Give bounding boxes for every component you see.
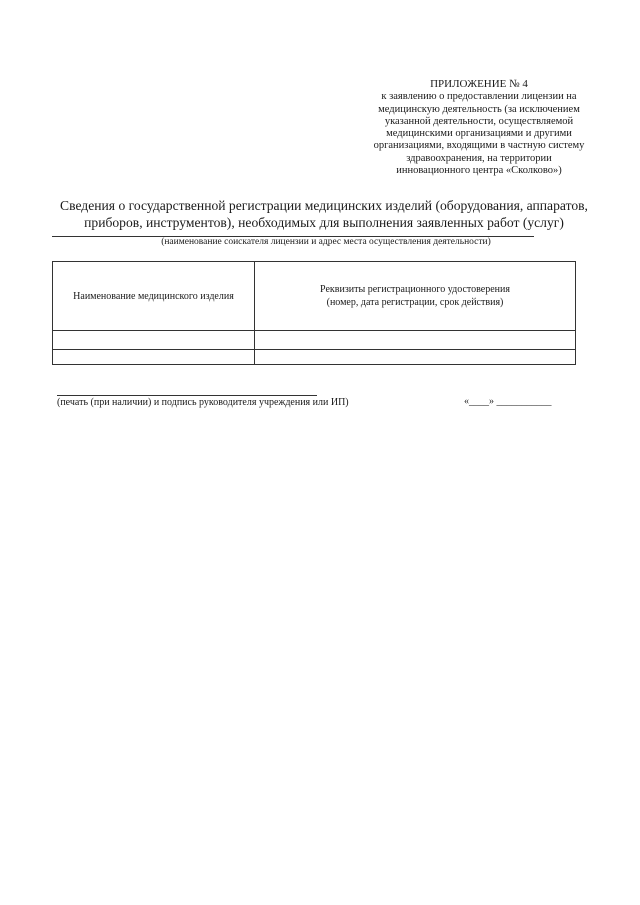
appendix-line: медицинскими организациями и другими: [386, 128, 572, 140]
table-cell-registration-details[interactable]: [255, 350, 576, 365]
signature-caption: (печать (при наличии) и подпись руководителя учреждения или ИП): [57, 397, 349, 408]
appendix-line: указанной деятельности, осуществляемой: [384, 115, 574, 127]
appendix-line: здравоохранения, на территории: [406, 152, 552, 164]
column-header-device-name-text: Наименование медицинского изделия: [73, 290, 234, 302]
column-header-registration-details: [255, 262, 576, 331]
column-header-registration-line1: Реквизиты регистрационного удостоверения: [320, 284, 510, 295]
appendix-block: [360, 78, 598, 177]
table-header-row: [53, 262, 576, 331]
appendix-line: организациями, входящими в частную систему: [373, 140, 585, 152]
table-row: [53, 331, 576, 350]
title-line-1: Сведения о государственной регистрации медицинских изделий (оборудования, аппаратов,: [60, 198, 588, 213]
table-cell-registration-details[interactable]: [255, 331, 576, 350]
title-line-2: приборов, инструментов), необходимых для выполнения заявленных работ (услуг): [84, 215, 564, 230]
column-header-registration-line2: (номер, дата регистрации, срок действия): [326, 297, 504, 308]
document-title: [60, 197, 588, 231]
appendix-line: инновационного центра «Сколково»): [396, 165, 562, 177]
table-row: [53, 350, 576, 365]
table-cell-device-name[interactable]: [53, 331, 255, 350]
applicant-caption: (наименование соискателя лицензии и адрес места осуществления деятельности): [161, 237, 491, 247]
appendix-line: к заявлению о предоставлении лицензии на: [381, 91, 577, 103]
table-cell-device-name[interactable]: [53, 350, 255, 365]
column-header-device-name: [53, 262, 255, 331]
appendix-line: медицинскую деятельность (за исключением: [378, 103, 580, 115]
medical-devices-table: [52, 261, 576, 365]
appendix-heading: ПРИЛОЖЕНИЕ № 4: [430, 78, 528, 90]
date-field[interactable]: «____» ___________: [464, 396, 552, 407]
signature-field[interactable]: [57, 395, 317, 396]
